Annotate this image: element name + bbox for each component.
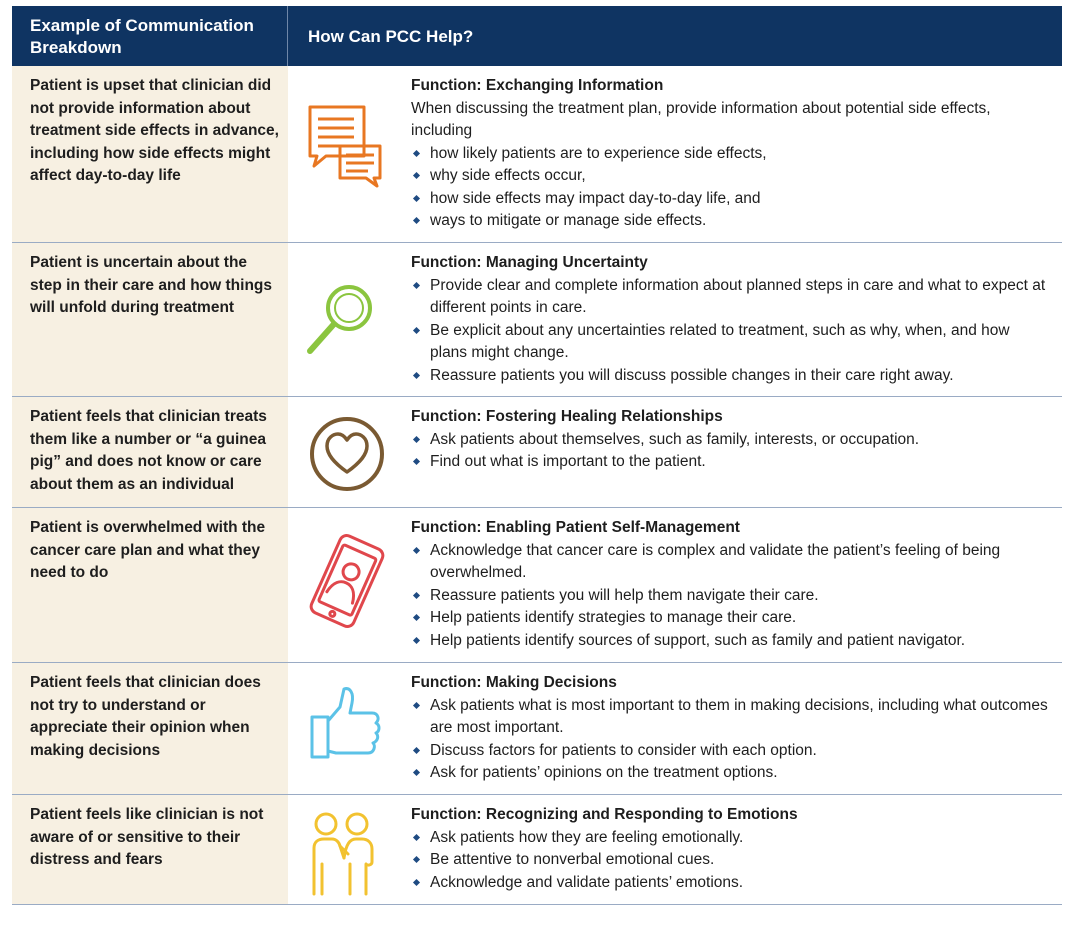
breakdown-text: Patient is upset that clinician did not provide information about treatment side effects in advance, including how side effects might affect day-to-day life: [12, 66, 288, 242]
list-item: Ask patients what is most important to them in making decisions, including what outcomes are most important.: [411, 695, 1048, 740]
thumbs-up-icon: [306, 683, 386, 763]
function-intro: When discussing the treatment plan, provide information about potential side effects, including: [411, 99, 991, 139]
list-item: Be attentive to nonverbal emotional cues.: [411, 849, 1048, 872]
list-item: Help patients identify strategies to manage their care.: [411, 607, 1048, 630]
two-people-icon: [304, 810, 384, 896]
bullet-list: [411, 429, 1048, 474]
list-item: Ask patients about themselves, such as family, interests, or occupation.: [411, 429, 1048, 452]
list-item: Reassure patients you will help them navigate their care.: [411, 585, 1048, 608]
pcc-cell: [411, 508, 1062, 662]
breakdown-text: Patient feels that clinician does not try to understand or appreciate their opinion when making decisions: [12, 663, 288, 794]
breakdown-text: Patient feels that clinician treats them like a number or “a guinea pig” and does not know or care about them as an individual: [12, 397, 288, 507]
table-row: [12, 66, 1062, 243]
header-breakdown: Example of Communication Breakdown: [12, 6, 288, 66]
bullet-list: [411, 275, 1048, 388]
icon-cell: [288, 66, 411, 242]
list-item: Ask patients how they are feeling emotionally.: [411, 827, 1048, 850]
list-item: Acknowledge that cancer care is complex and validate the patient’s feeling of being overwhelmed.: [411, 540, 1048, 585]
magnifying-glass-icon: [304, 279, 376, 359]
table-row: [12, 397, 1062, 508]
list-item: Help patients identify sources of support, such as family and patient navigator.: [411, 630, 1048, 653]
table-row: [12, 663, 1062, 795]
breakdown-text: Patient is overwhelmed with the cancer care plan and what they need to do: [12, 508, 288, 662]
list-item: how likely patients are to experience side effects,: [411, 143, 1048, 166]
list-item: why side effects occur,: [411, 165, 1048, 188]
list-item: Ask for patients’ opinions on the treatment options.: [411, 762, 1048, 785]
speech-bubbles-icon: [304, 102, 384, 188]
breakdown-text: Patient is uncertain about the step in their care and how things will unfold during treatment: [12, 243, 288, 396]
bullet-list: [411, 540, 1048, 653]
icon-cell: [288, 795, 411, 904]
table-row: [12, 508, 1062, 663]
icon-cell: [288, 663, 411, 794]
table-row: [12, 243, 1062, 397]
icon-cell: [288, 397, 411, 507]
pcc-cell: [411, 397, 1062, 507]
pcc-cell: [411, 663, 1062, 794]
function-title: Function: Fostering Healing Relationships: [411, 408, 723, 425]
list-item: how side effects may impact day-to-day life, and: [411, 188, 1048, 211]
function-title: Function: Recognizing and Responding to Emotions: [411, 806, 798, 823]
pcc-cell: [411, 795, 1062, 904]
list-item: Reassure patients you will discuss possible changes in their care right away.: [411, 365, 1048, 388]
function-title: Function: Exchanging Information: [411, 77, 664, 94]
breakdown-text: Patient feels like clinician is not aware of or sensitive to their distress and fears: [12, 795, 288, 904]
heart-circle-icon: [307, 414, 387, 494]
function-title: Function: Managing Uncertainty: [411, 254, 648, 271]
icon-cell: [288, 243, 411, 396]
list-item: Discuss factors for patients to consider with each option.: [411, 740, 1048, 763]
function-title: Function: Making Decisions: [411, 674, 617, 691]
header-pcc-help: How Can PCC Help?: [308, 27, 474, 46]
bullet-list: [411, 827, 1048, 895]
pcc-cell: [411, 243, 1062, 396]
icon-cell: [288, 508, 411, 662]
pcc-table: [12, 6, 1062, 905]
list-item: Acknowledge and validate patients’ emotions.: [411, 872, 1048, 895]
bullet-list: [411, 143, 1048, 233]
list-item: Find out what is important to the patient.: [411, 451, 1048, 474]
table-row: [12, 795, 1062, 905]
phone-profile-icon: [302, 533, 392, 629]
list-item: Be explicit about any uncertainties related to treatment, such as why, when, and how plans might change.: [411, 320, 1048, 365]
list-item: Provide clear and complete information about planned steps in care and what to expect at different points in care.: [411, 275, 1048, 320]
bullet-list: [411, 695, 1048, 785]
function-title: Function: Enabling Patient Self-Management: [411, 519, 740, 536]
table-header: [12, 6, 1062, 66]
list-item: ways to mitigate or manage side effects.: [411, 210, 1048, 233]
pcc-cell: [411, 66, 1062, 242]
